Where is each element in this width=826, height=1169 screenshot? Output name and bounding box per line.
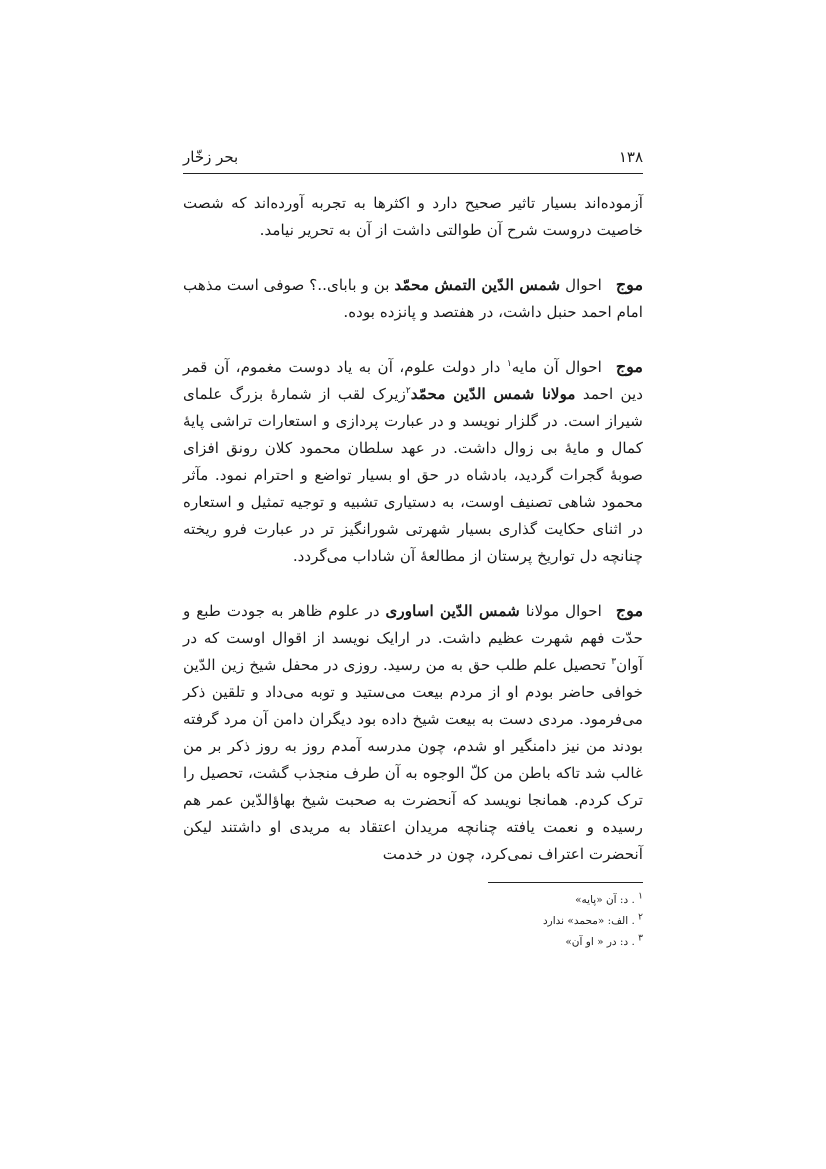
mawj-marker: موج [615,357,643,376]
footnote-text: . د: آن «پایه» [575,894,635,906]
footnote-divider [488,882,643,883]
entry-name: شمس الدّین التمش محمّد [394,276,561,294]
page-number: ١٣٨ [618,148,643,166]
entry-paragraph-shirazi [183,353,643,570]
paragraph-continuation: آزموده‌اند بسیار تاثیر صحیح دارد و اکثرها به تجربه آورده‌اند که شصت خاصیت دروست شرح آن طوالتی داشت از آن به تحریر نیامد. [183,194,643,239]
entry-intro: احوال مولانا [525,602,602,620]
footnote-2 [183,911,643,932]
footnote-ref[interactable]: ١ [506,358,512,369]
entry-name: شمس الدّین اساوری [385,602,520,620]
page-header [183,142,643,172]
footnote-number: ١ [638,891,643,902]
entry-text: در علوم ظاهر به جودت طبع و حدّت فهم شهرت عظیم داشت. در ارایک نویسد از اقوال اوست که در آوان [183,602,643,674]
footnotes [183,890,643,953]
entry-text: زیرک لقب از شمارهٔ بزرگ علمای شیراز است. در گلزار نویسد و در عبارت پردازی و استعارات تراشی پایهٔ کمال و مایهٔ بی زوال داشت. در عهد سلطان محمود کلان رونق افزای صوبهٔ گجرات گردید، بادشاه در حق او بسیار تواضع و احترام نمود. مآثر محمود شاهی تصنیف اوست، به دستیاری تشبیه و توجیه تمثیل و استعاره در اثنای حکایت گذاری بسیار شهرتی شورانگیز تر در عبارت فرو ریخته چنانچه دل تواریخ پرستان از مطالعهٔ آن شاداب می‌گردد. [183,385,643,565]
footnote-number: ٢ [638,912,643,923]
footnote-ref[interactable]: ٣ [611,656,617,667]
entry-text: بن و بابای..؟ صوفی است مذهب امام احمد حنبل داشت، در هفتصد و پانزده بوده. [183,276,643,321]
footnote-text: . الف: «محمد» ندارد [543,915,635,927]
footnote-3 [183,932,643,953]
entry-text: دار دولت علوم، آن به یاد دوست مغموم، آن قمر دین احمد [183,358,644,403]
mawj-marker: موج [615,275,644,294]
entry-paragraph-iltutmish [183,271,643,326]
footnote-number: ٣ [638,933,643,944]
mawj-marker: موج [615,601,644,620]
entry-name: مولانا شمس الدّین محمّد [410,385,576,403]
entry-text: تحصیل علم طلب حق به من رسید. روزی در محفل شیخ زین الدّین خوافی حاضر بودم او از مردم بیعت می‌ستید و توبه می‌داد و تلقین ذکر می‌فرمود. مردی دست به بیعت شیخ داده بود دیگران دامن آن مرد گرفته بودند من نیز دامنگیر او شدم، چون مدرسه آمدم روز به روز ذکر بر من غالب شد تاکه باطن من کلّ الوجوه به آن طرف منجذب گشت، تحصیل را ترک کردم. همانجا نویسد که آنحضرت به صحبت شیخ بهاؤالدّین عمر هم رسیده و نعمت یافته چنانچه مریدان اعتقاد به مریدی او داشتند لیکن آنحضرت اعتراف نمی‌کرد، چون در خدمت [183,656,643,863]
header-divider [183,173,643,174]
footnote-1 [183,890,643,911]
running-title: بحر زخّار [183,148,239,166]
entry-paragraph-asawari [183,597,643,868]
footnote-text: . د: در « او آن» [565,936,635,948]
entry-intro: احوال آن مایه [511,358,602,376]
entry-intro: احوال [565,276,602,294]
page-body [183,190,643,895]
footnote-ref[interactable]: ٢ [405,385,411,396]
